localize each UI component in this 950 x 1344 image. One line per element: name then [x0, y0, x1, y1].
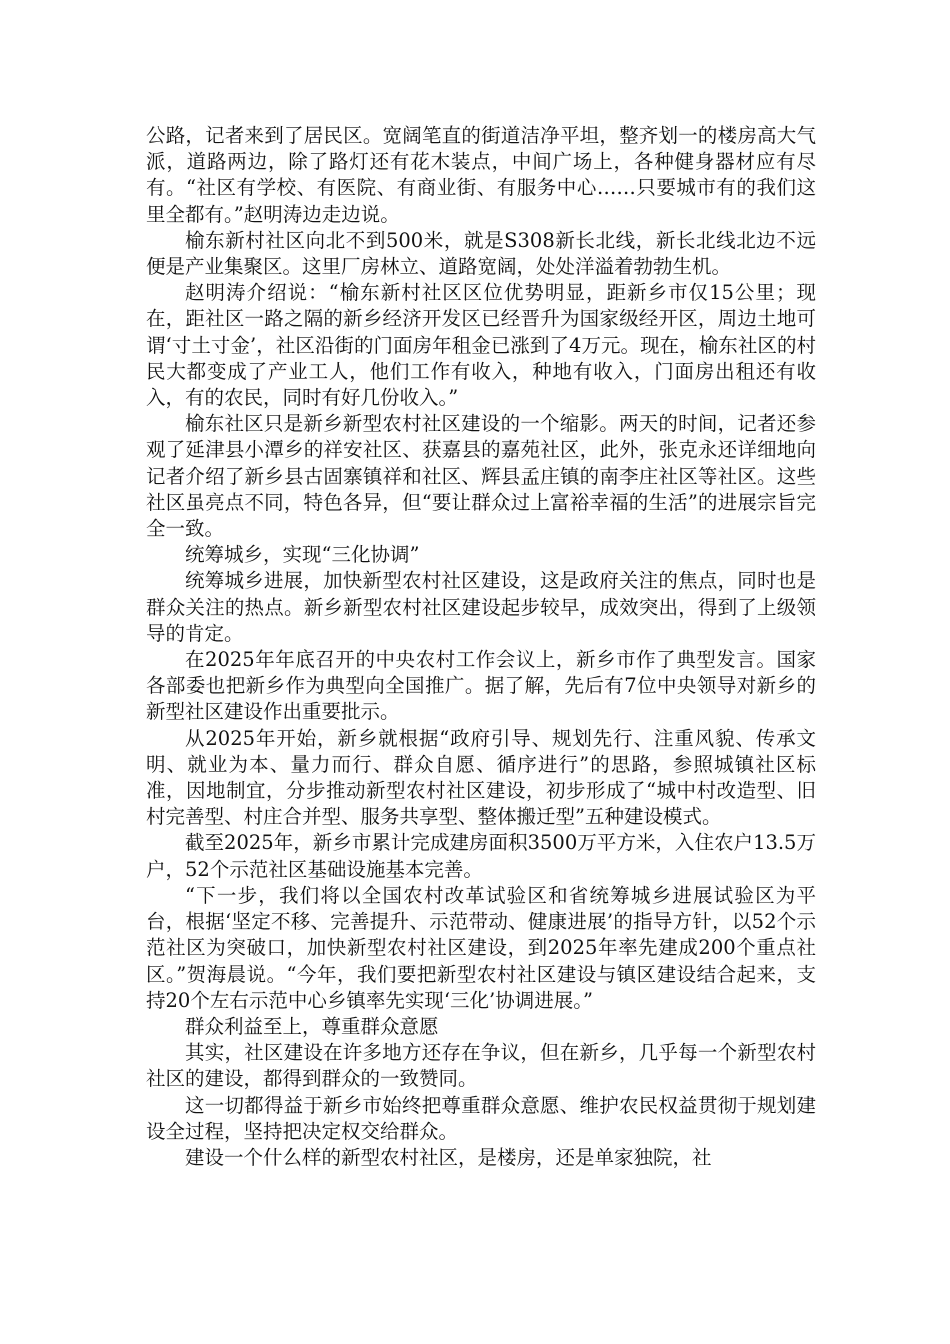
paragraph: 公路，记者来到了居民区。宽阔笔直的街道洁净平坦，整齐划一的楼房高大气派，道路两边，除了路灯还有花木装点，中间广场上，各种健身器材应有尽有。“社区有学校、有医院、有商业街、有服务中心……只要城市有的我们这里全都有。”赵明涛边走边说。: [146, 124, 816, 226]
paragraph: 建设一个什么样的新型农村社区，是楼房，还是单家独院，社: [185, 1145, 712, 1169]
paragraph: 统筹城乡进展，加快新型农村社区建设，这是政府关注的焦点，同时也是群众关注的热点。新乡新型农村社区建设起步较早，成效突出，得到了上级领导的肯定。: [146, 569, 816, 645]
paragraph: 截至2025年，新乡市累计完成建房面积3500万平方米，入住农户13.5万户，52个示范社区基础设施基本完善。: [146, 831, 816, 881]
paragraph: “下一步，我们将以全国农村改革试验区和省统筹城乡进展试验区为平台，根据‘坚定不移、完善提升、示范带动、健康进展’的指导方针，以52个示范社区为突破口，加快新型农村社区建设，到2025年率先建成200个重点社区。”贺海晨说。“今年，我们要把新型农村社区建设与镇区建设结合起来，支持20个左右示范中心乡镇率先实现‘三化’协调进展。”: [146, 883, 816, 1012]
section-heading: 统筹城乡，实现“三化协调”: [185, 543, 420, 567]
paragraph: 榆东社区只是新乡新型农村社区建设的一个缩影。两天的时间，记者还参观了延津县小潭乡的祥安社区、获嘉县的嘉苑社区，此外，张克永还详细地向记者介绍了新乡县古固寨镇祥和社区、辉县孟庄镇的南李庄社区等社区。这些社区虽亮点不同，特色各异，但“要让群众过上富裕幸福的生活”的进展宗旨完全一致。: [146, 412, 816, 541]
paragraph: 榆东新村社区向北不到500米，就是S308新长北线，新长北线北边不远便是产业集聚区。这里厂房林立、道路宽阔，处处洋溢着勃勃生机。: [146, 228, 816, 279]
paragraph: 在2025年年底召开的中央农村工作会议上，新乡市作了典型发言。国家各部委也把新乡作为典型向全国推广。据了解，先后有7位中央领导对新乡的新型社区建设作出重要批示。: [146, 648, 816, 724]
paragraph: 这一切都得益于新乡市始终把尊重群众意愿、维护农民权益贯彻于规划建设全过程，坚持把决定权交给群众。: [146, 1093, 816, 1143]
paragraph: 从2025年开始，新乡就根据“政府引导、规划先行、注重风貌、传承文明、就业为本、量力而行、群众自愿、循序进行”的思路，参照城镇社区标准，因地制宜，分步推动新型农村社区建设，初步形成了“城中村改造型、旧村完善型、村庄合并型、服务共享型、整体搬迁型”五种建设模式。: [146, 726, 816, 829]
paragraph: 其实，社区建设在许多地方还存在争议，但在新乡，几乎每一个新型农村社区的建设，都得到群众的一致赞同。: [146, 1041, 816, 1091]
article-body: [146, 123, 816, 1171]
paragraph: 赵明涛介绍说：“榆东新村社区区位优势明显，距新乡市仅15公里；现在，距社区一路之隔的新乡经济开发区已经晋升为国家级经开区，周边土地可谓‘寸土寸金’，社区沿街的门面房年租金已涨到了4万元。现在，榆东社区的村民大都变成了产业工人，他们工作有收入，种地有收入，门面房出租还有收入，有的农民，同时有好几份收入。”: [146, 281, 816, 410]
section-heading: 群众利益至上，尊重群众意愿: [185, 1014, 439, 1038]
